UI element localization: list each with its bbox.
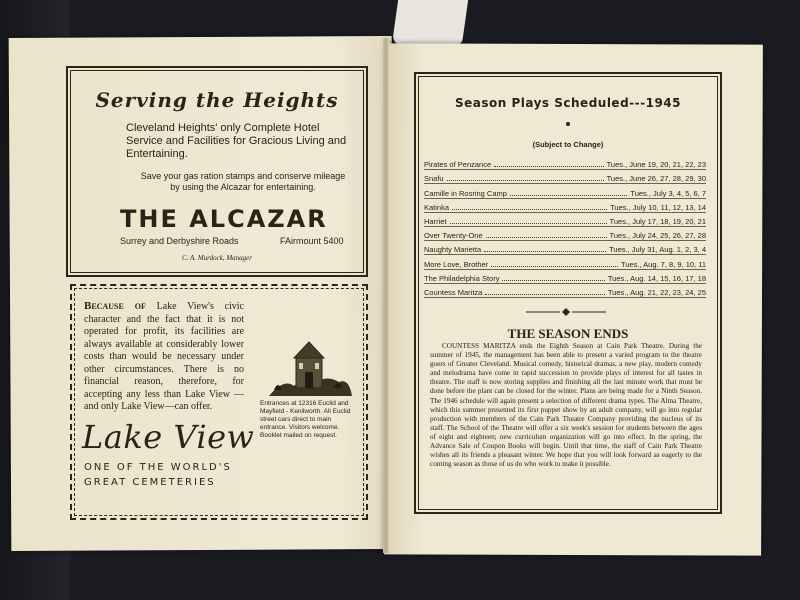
play-dates: Tues., Aug. 21, 22, 23, 24, 25 (607, 287, 706, 297)
play-name: More Love, Brother (424, 259, 489, 269)
lakeview-tagline-1: ONE OF THE WORLD'S (84, 462, 232, 473)
play-name: Camille in Rosring Camp (424, 188, 507, 198)
play-row (424, 270, 706, 284)
leader-dots (491, 266, 618, 267)
play-row (424, 284, 706, 298)
bullet-dot (566, 122, 570, 126)
leader-dots (447, 180, 604, 181)
leader-dots (494, 166, 604, 167)
play-row (424, 213, 706, 227)
book-gutter (383, 38, 389, 553)
lakeview-tagline-2: GREAT CEMETERIES (84, 477, 216, 488)
heights-title: Serving the Heights (95, 88, 339, 112)
play-name: Harriet (424, 216, 447, 226)
play-row (424, 241, 706, 255)
chapel-illustration (264, 338, 354, 398)
season-schedule-frame (414, 72, 722, 514)
play-name: Pirates of Penzance (424, 160, 492, 170)
leader-dots (510, 195, 627, 196)
play-name: Countess Maritza (424, 287, 483, 297)
play-name: Katinka (424, 202, 450, 212)
play-dates: Tues., June 19, 20, 21, 22, 23 (606, 160, 706, 170)
leader-dots (486, 237, 607, 238)
lakeview-body-text: Lake View's civic character and the fact that it is not operated for profit, its facilities are always available at considerably lower costs than would be necessary under other circumstances. There is no financial reason, therefore, for accepting any less than Lake View —and only Lake View—can offer. (84, 301, 244, 412)
play-row (424, 170, 706, 184)
play-dates: Tues., July 3, 4, 5, 6, 7 (630, 188, 706, 198)
play-dates: Tues., July 17, 18, 19, 20, 21 (609, 216, 706, 226)
season-ends-body: COUNTESS MARITZA ends the Eighth Season at Cain Park Theatre. During the summer of 1945, the management has been able to present a varied program to the theatre goers of Greater Cleveland. Musical comedy, historical dramas, a new play, modern comedy and melodrama have come in rapid succession to provide plays of interest for all tastes in theatre. The staff is now storing supplies and finishing all the last minute work that must be done before the plant can be closed for the winter. Plans are being made for a Ninth Season. The 1946 schedule will again present a selection of different drama types. The Alma Theatre, which this summer presented its first puppet show by an adult company, will go into regular production with members of the Cain Park Theatre Company providing the nucleus of its staff. The School of the Theatre will offer a six week's session for students between the ages of eight and eighteen; new curriculum organization will go into effect. In the spring, the Advance Sale of Coupon Books will begin. Until that time, the staff of Cain Park Theatre wishes all its friends a pleasant winter. We hope that you will look forward as eagerly to the coming season as those of us do who work to make it possible. (430, 342, 702, 469)
play-name: Snafu (424, 174, 444, 184)
lakeview-lead: Because of (84, 300, 146, 312)
play-name: Naughty Marietta (424, 245, 482, 255)
alcazar-name: THE ALCAZAR (120, 205, 328, 233)
play-name: Over Twenty-One (424, 231, 483, 241)
leader-dots (484, 251, 606, 252)
lakeview-ad (70, 284, 368, 520)
play-row (424, 156, 706, 170)
plays-list (424, 156, 706, 298)
alcazar-ad (66, 66, 368, 277)
season-title: Season Plays Scheduled---1945 (454, 96, 682, 110)
leader-dots (450, 223, 607, 224)
background-cloth (392, 0, 468, 45)
ornament-divider (526, 307, 606, 317)
play-dates: Tues., Aug. 7, 8, 9, 10, 11 (620, 259, 706, 269)
play-row (424, 255, 706, 269)
play-dates: Tues., July 24, 25, 26, 27, 28 (609, 231, 706, 241)
play-row (424, 227, 706, 241)
heights-note: Save your gas ration stamps and conserve mileage by using the Alcazar for entertaining. (140, 171, 346, 192)
play-dates: Tues., Aug. 14, 15, 16, 17, 18 (607, 273, 706, 283)
play-dates: Tues., July 10, 11, 12, 13, 14 (610, 202, 706, 212)
lakeview-logo: Lake View (82, 418, 255, 456)
alcazar-manager: C. A. Murdock, Manager (182, 254, 252, 262)
leader-dots (485, 294, 605, 295)
subject-to-change: (Subject to Change) (532, 140, 604, 149)
alcazar-address: Surrey and Derbyshire Roads (120, 236, 239, 246)
season-ends-title: THE SEASON ENDS (507, 326, 629, 341)
leader-dots (502, 280, 604, 281)
lakeview-body (84, 300, 244, 414)
heights-body: Cleveland Heights' only Complete Hotel Service and Facilities for Gracious Living and Entertaining. (126, 122, 347, 160)
play-dates: Tues., July 31, Aug. 1, 2, 3, 4 (609, 245, 706, 255)
leader-dots (452, 209, 607, 210)
lakeview-caption: Entrances at 12316 Euclid and Mayfield - Kenilworth. All Euclid street cars direct to main entrance. Visitors welcome. Booklet mailed on request. (260, 400, 351, 439)
alcazar-phone: FAirmount 5400 (280, 236, 344, 246)
play-row (424, 199, 706, 213)
play-row (424, 184, 706, 198)
play-dates: Tues., June 26, 27, 28, 29, 30 (606, 174, 706, 184)
play-name: The Philadelphia Story (424, 273, 500, 283)
